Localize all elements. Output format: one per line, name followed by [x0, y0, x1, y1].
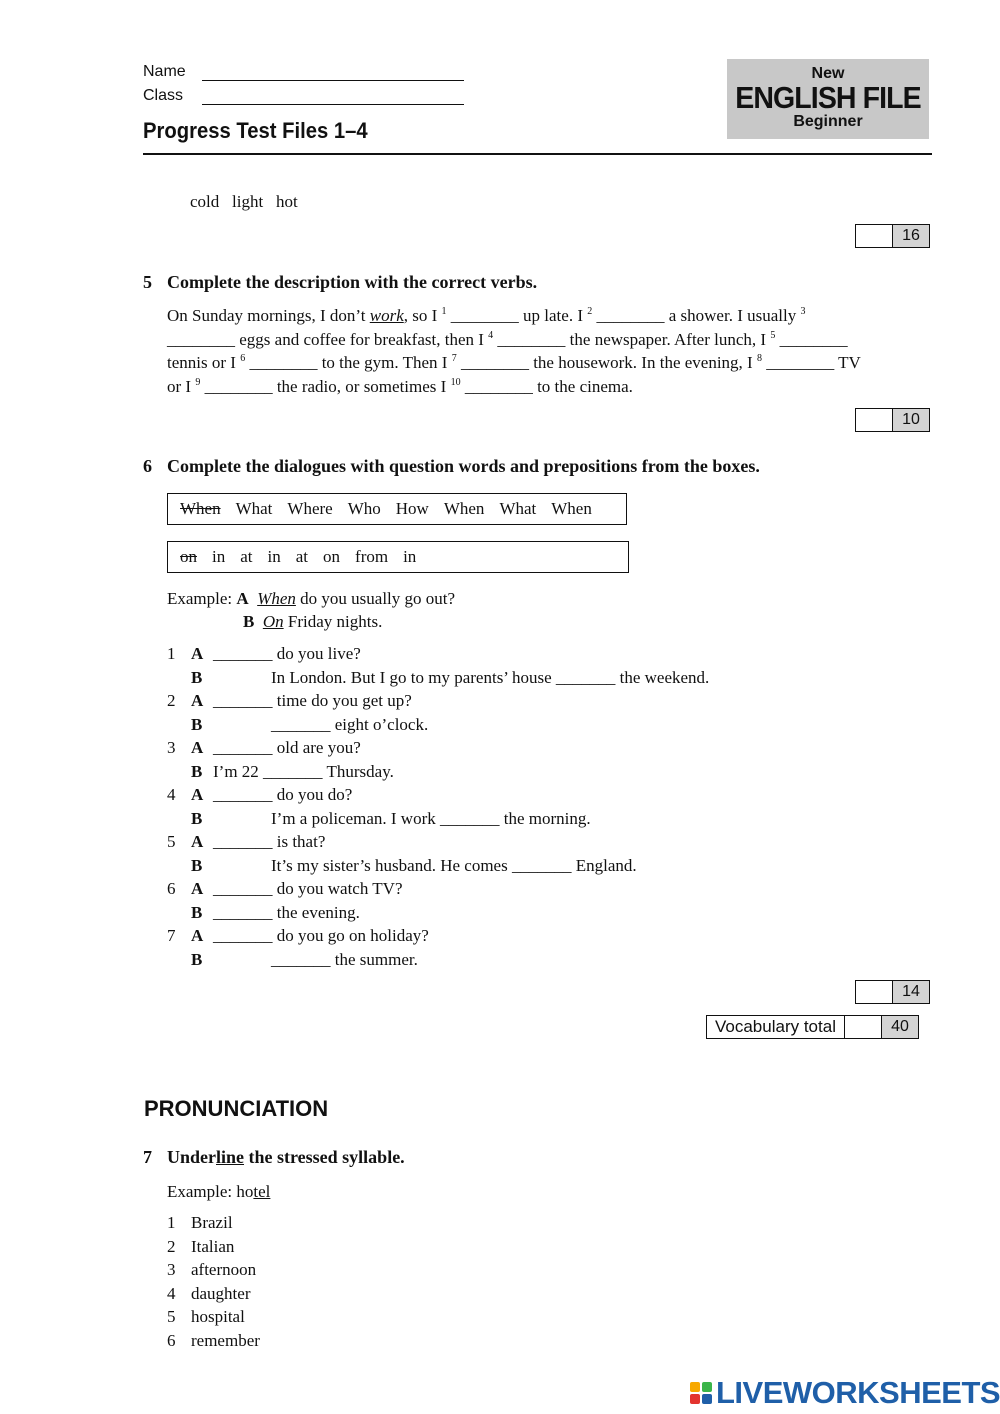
class-label: Class	[143, 87, 184, 104]
logo-beginner: Beginner	[793, 113, 863, 130]
word-chip: How	[395, 499, 429, 518]
word-chip: at	[240, 547, 253, 566]
prepositions-box	[167, 541, 629, 573]
dialogue-line-a: 5 A _______ is that?	[167, 832, 326, 851]
class-field[interactable]	[202, 86, 464, 105]
score-max: 40	[882, 1016, 918, 1038]
question-words-box	[167, 493, 627, 525]
score-max: 14	[893, 981, 929, 1003]
vocabulary-total-box	[706, 1015, 919, 1039]
word-chip: What	[499, 499, 537, 518]
name-field[interactable]	[202, 62, 464, 81]
word-chip: When	[551, 499, 592, 518]
liveworksheets-icon	[690, 1382, 712, 1404]
logo-english-file: ENGLISH FILE	[735, 80, 921, 115]
pronunciation-item: 1 Brazil	[167, 1213, 233, 1232]
score-max: 16	[893, 225, 929, 247]
pronunciation-item: 6 remember	[167, 1330, 260, 1350]
pronunciation-item: 5 hospital	[167, 1307, 245, 1326]
word-chip: on	[323, 547, 341, 566]
q7-example: Example: hotel	[167, 1182, 271, 1201]
pronunciation-title: PRONUNCIATION	[144, 1096, 329, 1121]
q6-number: 6	[143, 456, 152, 476]
dialogue-line-b: B It’s my sister’s husband. He comes _______ England.	[191, 855, 637, 875]
score-max: 10	[893, 409, 929, 431]
q6-example-b: B On Friday nights.	[243, 612, 383, 631]
vocabulary-total-label: Vocabulary total	[707, 1016, 845, 1038]
header-rule	[143, 153, 932, 155]
q5-line-2: ________ eggs and coffee for breakfast, then I $^4$ ________ the newspaper. After lunch, I $^5$ ________	[167, 330, 848, 349]
dialogue-line-b: B _______ the summer.	[191, 949, 418, 969]
dialogue-line-b: B I’m a policeman. I work _______ the morning.	[191, 808, 591, 828]
dialogue-line-a: 7 A _______ do you go on holiday?	[167, 926, 429, 945]
carryover-words: cold light hot	[190, 192, 298, 211]
q5-example-word: work	[369, 306, 404, 325]
pronunciation-item: 2 Italian	[167, 1236, 235, 1256]
dialogue-line-b: B _______ the evening.	[191, 902, 360, 922]
word-chip: in	[212, 547, 226, 566]
score-input[interactable]	[845, 1016, 882, 1038]
pronunciation-item: 3 afternoon	[167, 1260, 257, 1279]
q7-heading: Underline the stressed syllable.	[167, 1147, 405, 1167]
q5-line-4: or I $^9$ ________ the radio, or sometimes I $^{10}$ ________ to the cinema.	[167, 377, 633, 396]
score-box-q5	[855, 408, 930, 432]
word-chip: at	[295, 547, 309, 566]
logo-new: New	[811, 65, 845, 82]
pronunciation-item: 4 daughter	[167, 1283, 251, 1303]
page-title: Progress Test Files 1–4	[143, 118, 368, 143]
dialogue-line-a: 2 A _______ time do you get up?	[167, 691, 412, 710]
word-chip: Who	[347, 499, 381, 518]
word-chip: from	[355, 547, 389, 566]
dialogue-line-b: B _______ eight o’clock.	[191, 714, 429, 734]
dialogue-line-b: B In London. But I go to my parents’ house _______ the weekend.	[191, 667, 710, 687]
liveworksheets-logo	[690, 1375, 1000, 1411]
liveworksheets-text: LIVEWORKSHEETS	[716, 1375, 1000, 1410]
q5-line-3: tennis or I $^6$ ________ to the gym. Then I $^7$ ________ the housework. In the evening, I $^8$ ________ TV	[167, 353, 861, 372]
q5-line-1: On Sunday mornings, I don’t work, so I $^1$ ________ up late. I $^2$ ________ a shower. I usually $^3$	[167, 306, 806, 325]
score-box-q6	[855, 980, 930, 1004]
word-chip: Where	[287, 499, 333, 518]
word-chip: on	[180, 547, 197, 566]
word-chip: When	[180, 499, 221, 518]
dialogue-line-b: B I’m 22 _______ Thursday.	[191, 761, 394, 781]
dialogue-line-a: 1 A _______ do you live?	[167, 644, 361, 663]
score-box-carryover	[855, 224, 930, 248]
q6-heading: Complete the dialogues with question words and prepositions from the boxes.	[167, 456, 760, 476]
dialogue-line-a: 6 A _______ do you watch TV?	[167, 879, 403, 898]
word-chip: What	[235, 499, 273, 518]
word-chip: in	[267, 547, 281, 566]
q5-number: 5	[143, 272, 152, 292]
score-input[interactable]	[856, 981, 893, 1003]
word-chip: When	[443, 499, 485, 518]
score-input[interactable]	[856, 409, 893, 431]
name-label: Name	[143, 63, 186, 80]
dialogue-line-a: 3 A _______ old are you?	[167, 738, 361, 757]
word-chip: in	[403, 547, 417, 566]
q6-example-a: Example: A When do you usually go out?	[167, 589, 456, 608]
score-input[interactable]	[856, 225, 893, 247]
dialogue-line-a: 4 A _______ do you do?	[167, 785, 353, 804]
q5-heading: Complete the description with the correct verbs.	[167, 272, 538, 292]
english-file-logo	[727, 59, 929, 139]
q7-number: 7	[143, 1147, 152, 1167]
